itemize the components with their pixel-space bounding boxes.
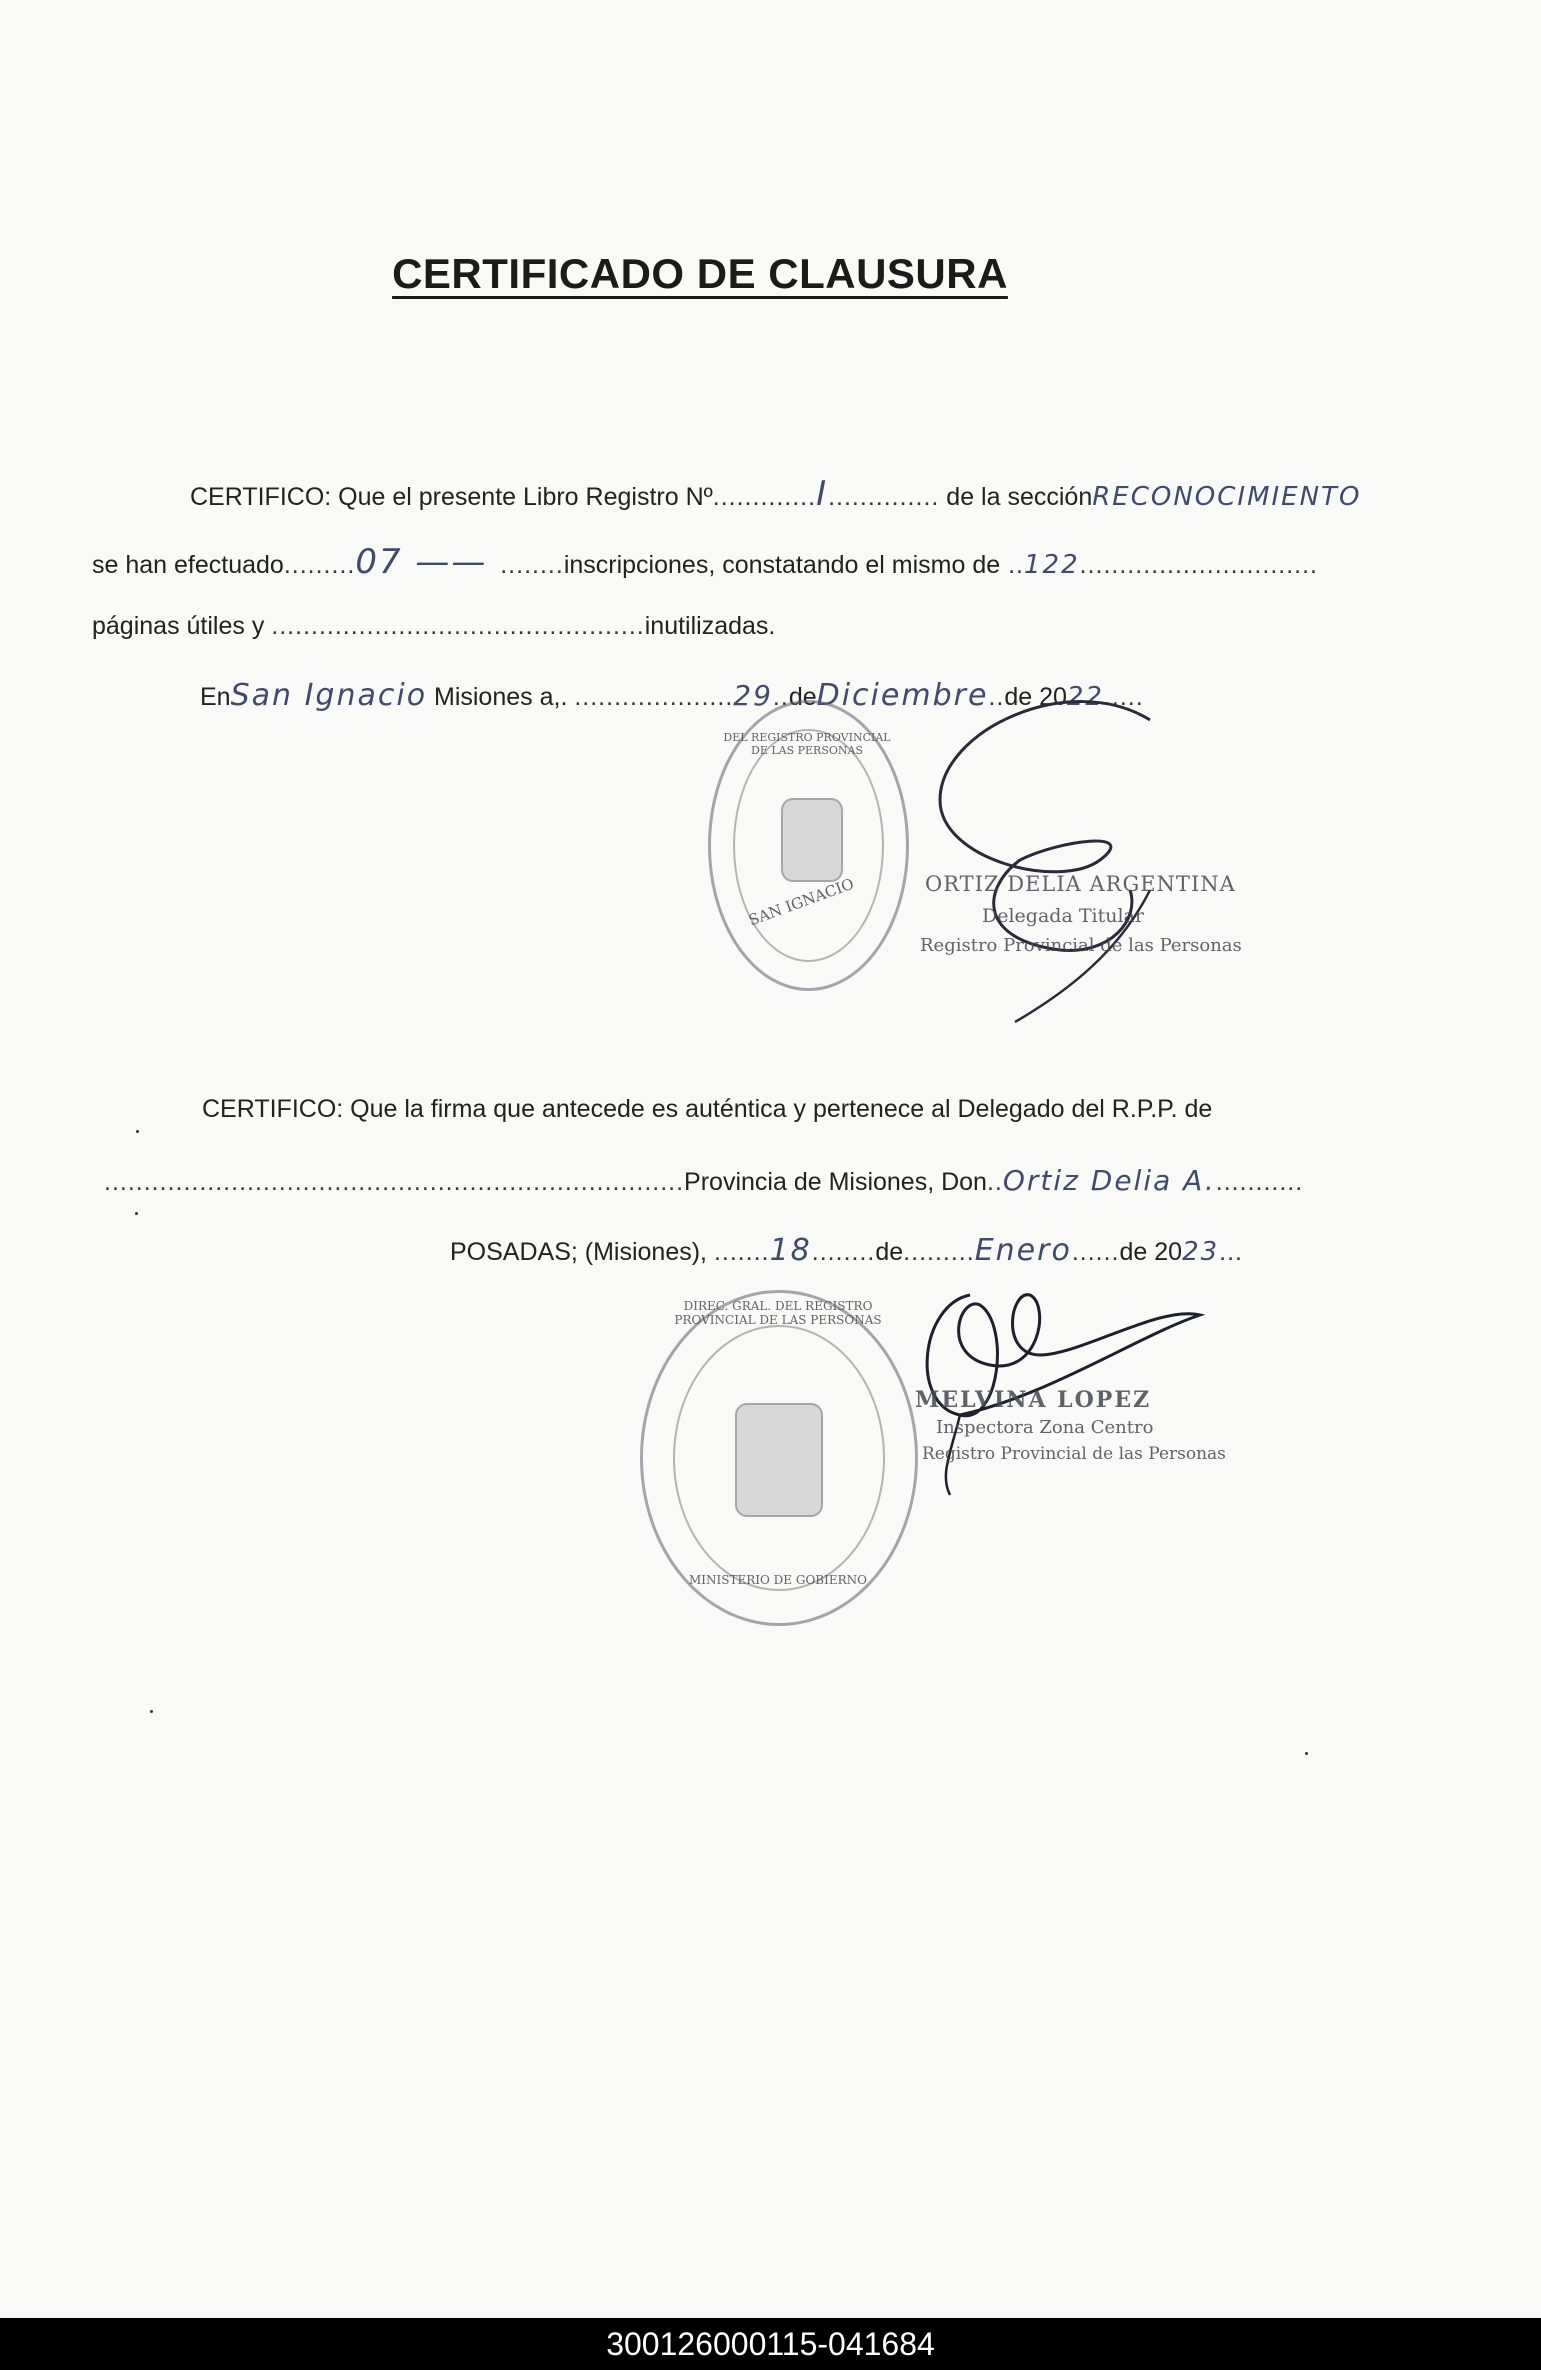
cert2-line2 <box>104 1164 1303 1197</box>
scan-speck <box>1305 1752 1308 1755</box>
cert1-line2 <box>92 542 1318 582</box>
scan-speck <box>150 1710 153 1713</box>
dot-leader: .. <box>772 683 789 711</box>
signer2-org: Registro Provincial de las Personas <box>922 1444 1226 1464</box>
cert1-line1-mid: de la sección <box>946 483 1093 511</box>
stamp2-inner-text: MINISTERIO DE GOBIERNO <box>689 1573 867 1587</box>
dot-leader: ............................................... <box>271 612 645 640</box>
cert1-line1-prefix: CERTIFICO: Que el presente Libro Registro Nº <box>190 483 713 511</box>
mes-handwritten: Diciembre <box>816 678 989 713</box>
dot-leader: ......................................................................... <box>104 1168 685 1196</box>
cert2-year-prefix: de 20 <box>1119 1238 1183 1266</box>
cert1-line3-suffix: inutilizadas. <box>644 612 776 640</box>
footer-document-code: 300126000115-041684 <box>0 2318 1541 2370</box>
dot-leader: ........ <box>500 551 564 579</box>
dot-leader: ...... <box>1071 1238 1120 1266</box>
document-title: CERTIFICADO DE CLAUSURA <box>392 250 1008 297</box>
coat-of-arms-icon <box>781 798 843 882</box>
cert1-line3 <box>92 612 775 641</box>
dot-leader: .. <box>986 1168 1003 1196</box>
dot-leader: .............................. <box>1079 551 1318 579</box>
cert2-anio-handwritten: 23 <box>1182 1237 1220 1267</box>
signer2-name: MELVINA LOPEZ <box>915 1387 1152 1413</box>
cert1-line4-prefix: En <box>200 683 231 711</box>
cert1-line4-mid: Misiones a,. <box>434 683 568 711</box>
stamp2-ring-text: DIREC. GRAL. DEL REGISTRO PROVINCIAL DE LAS PERSONAS <box>674 1299 882 1327</box>
cert2-de-label: de <box>875 1238 904 1266</box>
dot-leader: ......... <box>903 1238 975 1266</box>
dot-leader: .................... <box>574 683 734 711</box>
paginas-handwritten: 122 <box>1023 550 1080 580</box>
cert2-mes-handwritten: Enero <box>974 1233 1072 1268</box>
cert2-line1: CERTIFICO: Que la firma que antecede es auténtica y pertenece al Delegado del R.P.P. de <box>202 1095 1213 1123</box>
cert1-line3-prefix: páginas útiles y <box>92 612 265 640</box>
signature-lopez-icon <box>900 1265 1220 1505</box>
cert2-line3 <box>450 1233 1243 1268</box>
don-handwritten: Ortiz Delia A. <box>1002 1164 1216 1197</box>
cert2-dia-handwritten: 18 <box>769 1233 812 1268</box>
signature-ortiz-icon <box>900 690 1180 1030</box>
seccion-handwritten: RECONOCIMIENTO <box>1092 482 1362 512</box>
registry-stamp-direccion-general <box>640 1290 918 1626</box>
coat-of-arms-icon <box>735 1403 823 1517</box>
cert1-line1 <box>190 474 1361 514</box>
dot-leader: ....... <box>713 1238 770 1266</box>
dot-leader: ... <box>1219 1238 1243 1266</box>
anio-handwritten: 22 <box>1066 682 1104 712</box>
cert1-year-prefix: de 20 <box>1004 683 1067 711</box>
dash-stroke: —— <box>402 542 501 582</box>
dot-leader: .............. <box>828 483 940 511</box>
signer1-name: ORTIZ DELIA ARGENTINA <box>925 872 1236 896</box>
inscripciones-handwritten: 07 <box>355 542 403 582</box>
libro-number-handwritten: I <box>816 474 829 514</box>
stamp-ring-text: DEL REGISTRO PROVINCIAL DE LAS PERSONAS <box>723 731 891 757</box>
dot-leader: ........... <box>1215 1168 1304 1196</box>
cert1-line2-prefix: se han efectuado <box>92 551 284 579</box>
signer1-role: Delegada Titular <box>982 905 1144 927</box>
lugar-handwritten: San Ignacio <box>230 678 428 713</box>
registry-stamp-san-ignacio <box>708 700 909 991</box>
cert2-line2-mid: Provincia de Misiones, Don <box>684 1168 987 1196</box>
signer1-org: Registro Provincial de las Personas <box>920 935 1242 956</box>
cert1-line2-mid: inscripciones, constatando el mismo de <box>563 551 1001 579</box>
signer2-role: Inspectora Zona Centro <box>936 1417 1154 1438</box>
dot-leader: ......... <box>283 551 356 579</box>
dot-leader: .. <box>1000 551 1024 579</box>
scan-speck <box>135 1212 138 1215</box>
dot-leader: ............. <box>712 483 817 511</box>
cert1-de-label: de <box>788 683 817 711</box>
dot-leader: .. <box>988 683 1005 711</box>
dia-handwritten: 29 <box>733 679 773 712</box>
dot-leader: ........ <box>811 1238 876 1266</box>
stamp-city-text: SAN IGNACIO <box>746 874 857 930</box>
dot-leader: ..... <box>1103 683 1144 711</box>
cert2-line3-prefix: POSADAS; (Misiones), <box>450 1238 708 1266</box>
scan-speck <box>136 1130 139 1133</box>
